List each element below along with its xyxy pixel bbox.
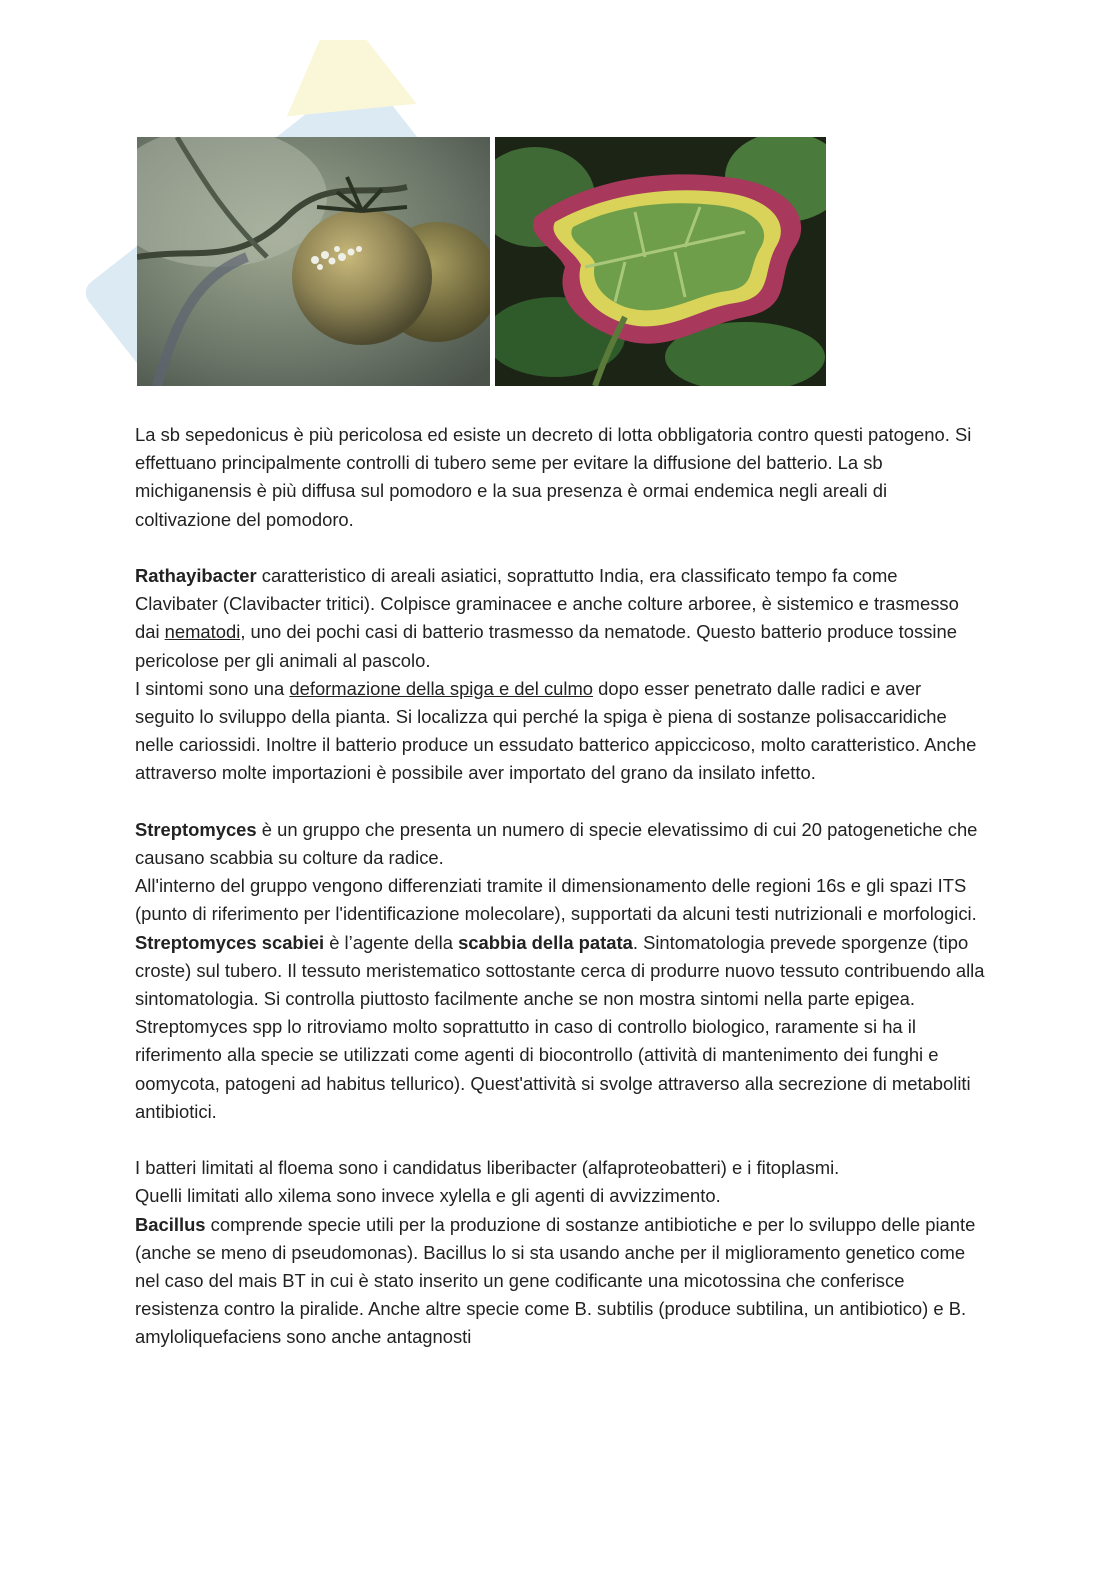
term-nematodi: nematodi <box>164 621 241 643</box>
term-rathayibacter: Rathayibacter <box>135 565 257 586</box>
photo-tomato-leaf-margin-necrosis-icon <box>495 137 826 386</box>
paragraph-bacillus: Bacillus comprende specie utili per la produzione di sostanze antibiotiche e per lo sviluppo delle piante (anche se meno di pseudomonas). Bacillus lo si sta usando anche per il miglioramento genetico come nel caso del mais BT in cui è stato inserito un gene codificante una micotossina che conferisce resistenza contro la piralide. Anche altre specie come B. subtilis (produce subtilina, un antibiotico) e B. amyloliquefaciens sono anche antagnosti <box>135 1213 976 1348</box>
term-deformazione: deformazione della spiga e del culmo <box>289 677 594 699</box>
photo-tomato-bird-eye-spots-icon <box>137 137 490 386</box>
figure-tomato-fruit <box>137 137 490 386</box>
paragraph-streptomyces: Streptomyces è un gruppo che presenta un numero di specie elevatissimo di cui 20 patogenetiche che causano scabbia su colture da radice. <box>135 818 978 869</box>
paragraph-rathayibacter: Rathayibacter caratteristico di areali asiatici, soprattutto India, era classificato tempo fa come Clavibater (Clavibacter tritici). Colpisce graminacee e anche colture arboree, è sistemico e trasmesso dai nematodi, uno dei pochi casi di batterio trasmesso da nematode. Questo batterio produce tossine pericolose per gli animali al pascolo. <box>135 565 959 671</box>
paragraph-sintomi: I sintomi sono una deformazione della spiga e del culmo dopo esser penetrato dalle radici e aver seguito lo sviluppo della pianta. Si localizza qui perché la spiga è piena di sostanze polisaccaridiche nelle cariossidi. Inoltre il batterio produce un essudato batterico appiccicoso, molto caratteristico. Anche attraverso molte importazioni è possibile aver importato del grano da insilato infetto. <box>135 677 977 784</box>
term-scabbia-patata: scabbia della patata <box>458 931 633 953</box>
paragraph-its: All'interno del gruppo vengono differenziati tramite il dimensionamento delle regioni 16s e gli spazi ITS (punto di riferimento per l'identificazione molecolare), supportati da alcuni testi nutrizionali e morfologici. <box>135 875 977 925</box>
term-streptomyces: Streptomyces <box>135 818 257 840</box>
paragraph-biocontrollo: Streptomyces spp lo ritroviamo molto soprattutto in caso di controllo biologico, raramente si ha il riferimento alla specie se utilizzati come agenti di biocontrollo (attività di mantenimento dei funghi e oomycota, patogeni ad habitus tellurico). Quest'attività si svolge attraverso alla secrezione di metaboliti antibiotici. <box>135 1016 971 1122</box>
paragraph-floema: I batteri limitati al floema sono i candidatus liberibacter (alfaproteobatteri) e i fitoplasmi. <box>135 1157 840 1179</box>
paragraph-xilema: Quelli limitati allo xilema sono invece xylella e gli agenti di avvizzimento. <box>135 1185 721 1207</box>
term-bacillus: Bacillus <box>135 1213 206 1235</box>
figure-tomato-leaf <box>495 137 826 386</box>
term-streptomyces-scabiei: Streptomyces scabiei <box>135 931 325 953</box>
paragraph-sepedonicus: La sb sepedonicus è più pericolosa ed esiste un decreto di lotta obbligatoria contro questi patogeno. Si effettuano principalmente controlli di tubero seme per evitare la diffusione del batterio. La sb michiganensis è più diffusa sul pomodoro e la sua presenza è ormai endemica negli areali di coltivazione del pomodoro. <box>135 424 972 530</box>
paragraph-scabiei: Streptomyces scabiei è l’agente della scabbia della patata. Sintomatologia prevede sporgenze (tipo croste) sul tubero. Il tessuto meristematico sottostante cerca di produrre nuovo tessuto contribuendo alla sintomatologia. Si controlla piuttosto facilmente anche se non mostra sintomi nella parte epigea. <box>135 931 985 1010</box>
document-body <box>135 421 985 1352</box>
